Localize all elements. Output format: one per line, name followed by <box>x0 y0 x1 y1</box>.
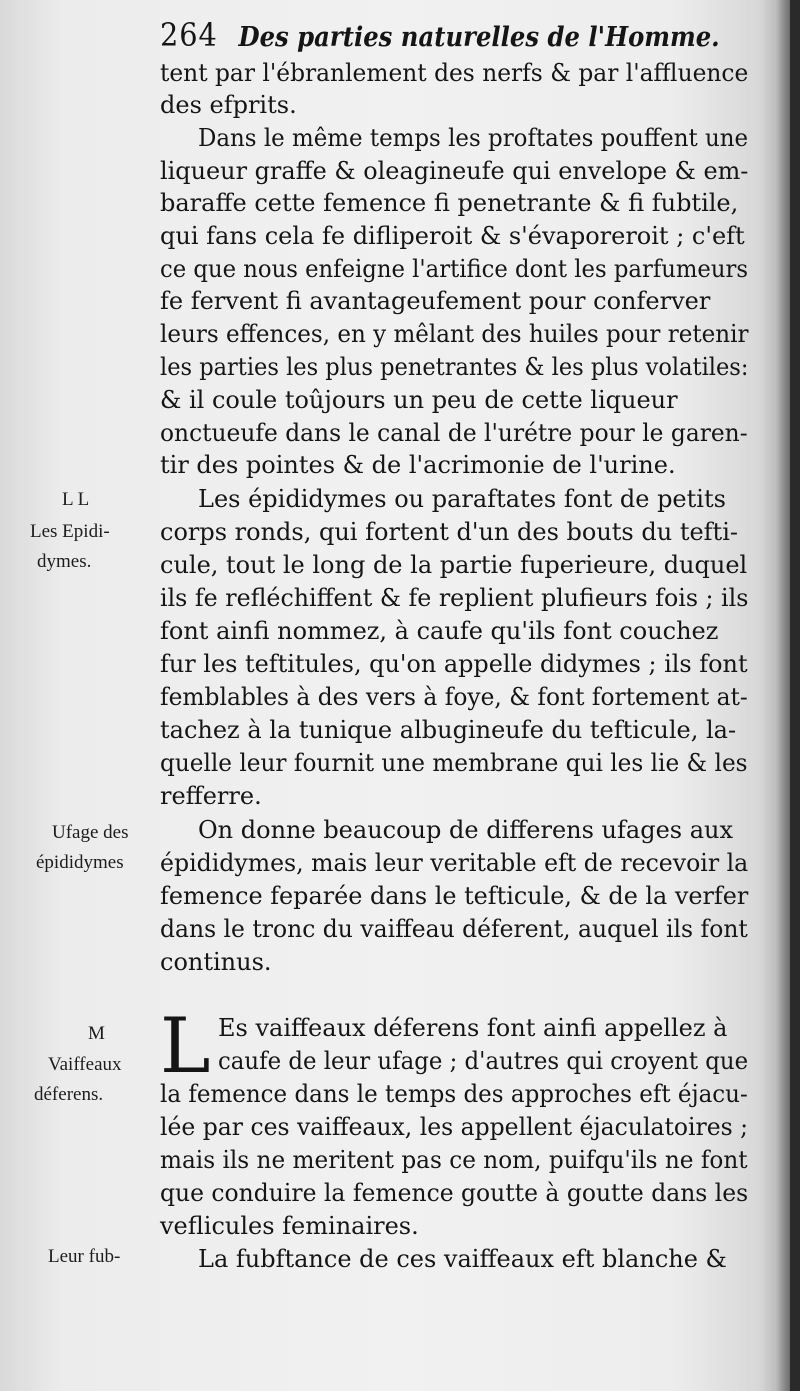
text-line: qui fans cela fe difliperoit & s'évaporeroit ; c'eft <box>160 222 745 250</box>
text-line: veflicules feminaires. <box>160 1212 419 1240</box>
text-line: & il coule toûjours un peu de cette liqueur <box>160 386 678 414</box>
text-line: ce que nous enfeigne l'artifice dont les parfumeurs <box>160 255 749 283</box>
text-line: des efprits. <box>160 91 297 119</box>
margin-note-vaisseaux-2: déferens. <box>34 1084 104 1105</box>
margin-note-vaisseaux-1: Vaiffeaux <box>48 1054 122 1075</box>
running-title: Des parties naturelles de l'Homme. <box>238 22 720 53</box>
text-line: femblables à des vers à foye, & font fortement at- <box>160 683 748 711</box>
text-line: tir des pointes & de l'acrimonie de l'urine. <box>160 451 676 479</box>
text-line: fur les teftitules, qu'on appelle didymes ; ils font <box>160 650 748 678</box>
text-line: femence feparée dans le tefticule, & de la verfer <box>160 882 749 910</box>
page-number: 264 <box>160 16 218 54</box>
section-start-line: Es vaiffeaux déferens font ainfi appellez à <box>218 1014 728 1042</box>
text-line: dans le tronc du vaiffeau déferent, auquel ils font <box>160 915 748 943</box>
text-line: baraffe cette femence fi penetrante & fi fubtile, <box>160 189 739 217</box>
text-line: ils fe refléchiffent & fe replient plufieurs fois ; ils <box>160 584 749 612</box>
text-line: que conduire la femence goutte à goutte dans les <box>160 1179 749 1207</box>
text-line: la femence dans le temps des approches eft éjacu- <box>160 1080 748 1108</box>
margin-note-epididymes-1: Les Epidi- <box>30 521 110 542</box>
text-line: corps ronds, qui fortent d'un des bouts du tefti- <box>160 518 738 546</box>
margin-note-epididymes-2: dymes. <box>37 551 92 572</box>
margin-note-usage-1: Ufage des <box>52 822 129 843</box>
text-line: cule, tout le long de la partie fuperieure, duquel <box>160 551 748 579</box>
text-line: onctueufe dans le canal de l'urétre pour le garen- <box>160 419 748 447</box>
text-line: fe fervent fi avantageufement pour conferver <box>160 287 711 315</box>
text-line: continus. <box>160 948 272 976</box>
text-line: épididymes, mais leur veritable eft de recevoir la <box>160 849 749 877</box>
text-line: tachez à la tunique albugineufe du tefticule, la- <box>160 716 737 744</box>
text-line: refferre. <box>160 782 262 810</box>
margin-note-section-ll: L L <box>62 489 90 510</box>
paragraph-start-line: On donne beaucoup de differens ufages aux <box>198 816 734 844</box>
paragraph-start-line: Dans le même temps les proftates pouffent une <box>198 124 749 152</box>
text-line: mais ils ne meritent pas ce nom, puifqu'ils ne font <box>160 1146 748 1174</box>
text-line: quelle leur fournit une membrane qui les lie & les <box>160 749 748 777</box>
text-line: les parties les plus penetrantes & les plus volatiles: <box>160 353 749 381</box>
text-line: caufe de leur ufage ; d'autres qui croyent que <box>218 1047 749 1075</box>
text-line: leurs effences, en y mêlant des huiles pour retenir <box>160 320 749 348</box>
drop-cap-letter: L <box>160 1001 211 1090</box>
margin-note-usage-2: épididymes <box>36 852 124 873</box>
paragraph-start-line: Les épididymes ou paraftates font de petits <box>198 485 726 513</box>
paragraph-start-line: La fubftance de ces vaiffeaux eft blanche & <box>198 1245 727 1273</box>
margin-note-section-m: M <box>88 1023 105 1044</box>
text-line: tent par l'ébranlement des nerfs & par l'affluence <box>160 59 749 87</box>
text-line: liqueur graffe & oleagineufe qui envelope & em- <box>160 157 749 185</box>
text-line: font ainfi nommez, à caufe qu'ils font couchez <box>160 617 719 645</box>
page-header <box>160 16 720 60</box>
margin-note-substance: Leur fub- <box>48 1246 121 1267</box>
text-line: lée par ces vaiffeaux, les appellent éjaculatoires ; <box>160 1113 749 1141</box>
